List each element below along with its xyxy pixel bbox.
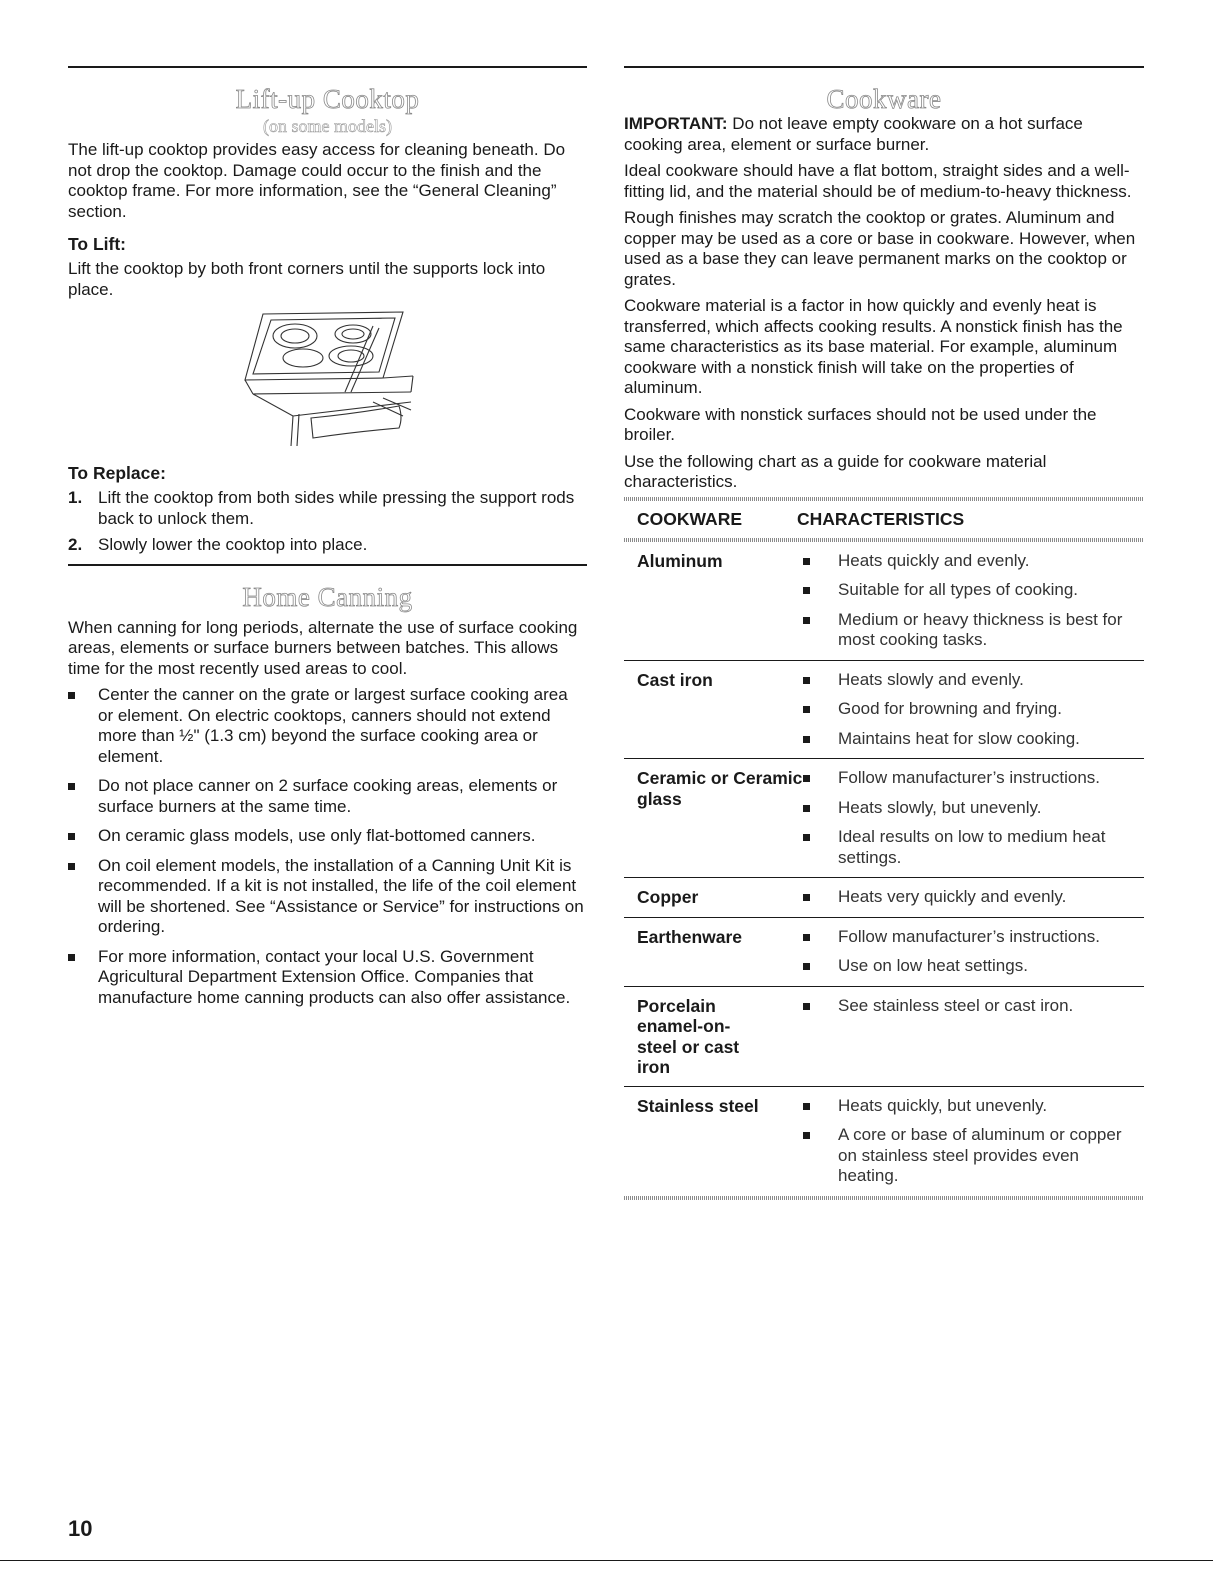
list-item: A core or base of aluminum or copper on stainless steel provides even heating. bbox=[803, 1125, 1144, 1187]
bullet-icon bbox=[803, 963, 810, 970]
list-item: Follow manufacturer’s instructions. bbox=[803, 768, 1144, 789]
list-item: Maintains heat for slow cooking. bbox=[803, 729, 1144, 750]
list-item: Follow manufacturer’s instructions. bbox=[803, 927, 1144, 948]
bullet-icon bbox=[803, 617, 810, 624]
left-column bbox=[68, 66, 587, 1017]
step-text: Lift the cooktop from both sides while pressing the support rods back to unlock them. bbox=[98, 488, 575, 528]
lifted-cooktop-drawing bbox=[233, 306, 423, 451]
list-item: On ceramic glass models, use only flat-bottomed canners. bbox=[68, 826, 587, 847]
bullet-icon bbox=[803, 805, 810, 812]
page-number: 10 bbox=[68, 1516, 93, 1541]
to-replace-heading: To Replace: bbox=[68, 463, 166, 483]
list-item: Medium or heavy thickness is best for most cooking tasks. bbox=[803, 610, 1144, 651]
list-item: On coil element models, the installation of a Canning Unit Kit is recommended. If a kit is not installed, the life of the coil element will be shortened. See “Assistance or Service” for instructions on ordering. bbox=[68, 856, 587, 938]
bullet-icon bbox=[803, 1132, 810, 1139]
to-lift-text: Lift the cooktop by both front corners until the supports lock into place. bbox=[68, 259, 546, 299]
material-name: Ceramic or Ceramic glass bbox=[637, 768, 803, 809]
right-column bbox=[624, 66, 1144, 1200]
cookware-title: Cookware bbox=[826, 84, 942, 114]
characteristics-list bbox=[803, 887, 1144, 917]
table-row bbox=[624, 542, 1144, 661]
table-row bbox=[624, 918, 1144, 987]
bullet-icon bbox=[803, 834, 810, 841]
bullet-icon bbox=[68, 863, 75, 870]
list-item: Heats slowly and evenly. bbox=[803, 670, 1144, 691]
characteristics-list bbox=[803, 670, 1144, 759]
cookware-paragraph: Cookware with nonstick surfaces should not be used under the broiler. bbox=[624, 404, 1097, 444]
step-text: Slowly lower the cooktop into place. bbox=[98, 535, 368, 554]
lift-up-cooktop-title: Lift-up Cooktop bbox=[235, 84, 420, 114]
section-divider bbox=[624, 66, 1144, 68]
replace-steps-list bbox=[68, 488, 587, 556]
material-name: Aluminum bbox=[637, 550, 723, 571]
cookware-paragraph: Rough finishes may scratch the cooktop or grates. Aluminum and copper may be used as a core or base in cookware. However, when used as a base they can leave permanent marks on the cooktop or grates. bbox=[624, 208, 1136, 289]
home-canning-title: Home Canning bbox=[242, 581, 413, 612]
bullet-icon bbox=[803, 558, 810, 565]
bullet-icon bbox=[803, 706, 810, 713]
step-number: 1. bbox=[68, 488, 83, 507]
important-label: IMPORTANT: bbox=[624, 114, 728, 133]
section-divider bbox=[68, 564, 587, 566]
important-text: Do not leave empty cookware on a hot surface cooking area, element or surface burner. bbox=[624, 114, 1083, 154]
list-item: For more information, contact your local U.S. Government Agricultural Department Extension Office. Companies that manufacture home canning products can also offer assistance. bbox=[68, 947, 587, 1009]
characteristics-list bbox=[803, 996, 1144, 1078]
cookware-table bbox=[624, 497, 1144, 1200]
lift-up-cooktop-subtitle: (on some models) bbox=[263, 116, 392, 136]
table-row bbox=[624, 1087, 1144, 1196]
bullet-icon bbox=[68, 954, 75, 961]
list-item: Center the canner on the grate or largest surface cooking area or element. On electric cooktops, canners should not extend more than ½" (1.3 cm) beyond the surface cooking area or element. bbox=[68, 685, 587, 767]
list-item bbox=[68, 488, 587, 529]
to-lift-heading: To Lift: bbox=[68, 234, 126, 254]
cookware-paragraph: Cookware material is a factor in how quickly and evenly heat is transferred, which affects cooking results. A nonstick finish has the same characteristics as its base material. For example, aluminum cookware with a nonstick finish will take on the properties of aluminum. bbox=[624, 296, 1123, 397]
bullet-icon bbox=[803, 677, 810, 684]
bullet-icon bbox=[68, 833, 75, 840]
characteristics-list bbox=[803, 1096, 1144, 1196]
material-name: Cast iron bbox=[637, 669, 713, 690]
cookware-paragraph: Ideal cookware should have a flat bottom, straight sides and a well-fitting lid, and the material should be of medium-to-heavy thickness. bbox=[624, 161, 1132, 201]
list-item: Ideal results on low to medium heat settings. bbox=[803, 827, 1144, 868]
list-item: Heats very quickly and evenly. bbox=[803, 887, 1144, 908]
characteristics-list bbox=[803, 768, 1144, 877]
list-item: Use on low heat settings. bbox=[803, 956, 1144, 977]
material-name: Earthenware bbox=[637, 926, 743, 947]
column-header-cookware: COOKWARE bbox=[637, 508, 742, 529]
bullet-icon bbox=[803, 1003, 810, 1010]
bullet-icon bbox=[68, 692, 75, 699]
bullet-icon bbox=[68, 783, 75, 790]
table-header bbox=[624, 501, 1144, 538]
column-header-characteristics: CHARACTERISTICS bbox=[797, 508, 965, 529]
list-item: Suitable for all types of cooking. bbox=[803, 580, 1144, 601]
home-canning-intro: When canning for long periods, alternate the use of surface cooking areas, elements or surface burners between batches. This allows time for the most recently used areas to cool. bbox=[68, 617, 578, 678]
list-item: See stainless steel or cast iron. bbox=[803, 996, 1144, 1017]
list-item: Heats quickly, but unevenly. bbox=[803, 1096, 1144, 1117]
characteristics-list bbox=[803, 927, 1144, 986]
material-name: Stainless steel bbox=[637, 1095, 759, 1116]
material-name: Porcelain enamel-on-steel or cast iron bbox=[637, 995, 740, 1077]
list-item: Heats quickly and evenly. bbox=[803, 551, 1144, 572]
table-bottom-border bbox=[624, 1196, 1144, 1200]
cooktop-illustration bbox=[68, 306, 587, 451]
list-item bbox=[68, 535, 587, 556]
table-row bbox=[624, 878, 1144, 918]
bullet-icon bbox=[803, 736, 810, 743]
section-divider bbox=[68, 66, 587, 68]
bullet-icon bbox=[803, 775, 810, 782]
material-name: Copper bbox=[637, 887, 699, 907]
important-note bbox=[624, 114, 1144, 155]
list-item: Heats slowly, but unevenly. bbox=[803, 798, 1144, 819]
characteristics-list bbox=[803, 551, 1144, 660]
bullet-icon bbox=[803, 1103, 810, 1110]
bullet-icon bbox=[803, 587, 810, 594]
table-row bbox=[624, 759, 1144, 878]
bullet-icon bbox=[803, 934, 810, 941]
table-row bbox=[624, 661, 1144, 760]
canning-bullets bbox=[68, 685, 587, 1008]
step-number: 2. bbox=[68, 535, 83, 554]
table-row bbox=[624, 987, 1144, 1087]
bullet-icon bbox=[803, 894, 810, 901]
list-item: Good for browning and frying. bbox=[803, 699, 1144, 720]
cookware-paragraph: Use the following chart as a guide for cookware material characteristics. bbox=[624, 451, 1047, 491]
page-bottom-rule bbox=[0, 1560, 1213, 1561]
list-item: Do not place canner on 2 surface cooking areas, elements or surface burners at the same time. bbox=[68, 776, 587, 817]
lift-up-intro: The lift-up cooktop provides easy access for cleaning beneath. Do not drop the cooktop. Damage could occur to the finish and the cooktop frame. For more information, see the “General Cleaning” section. bbox=[68, 140, 566, 221]
